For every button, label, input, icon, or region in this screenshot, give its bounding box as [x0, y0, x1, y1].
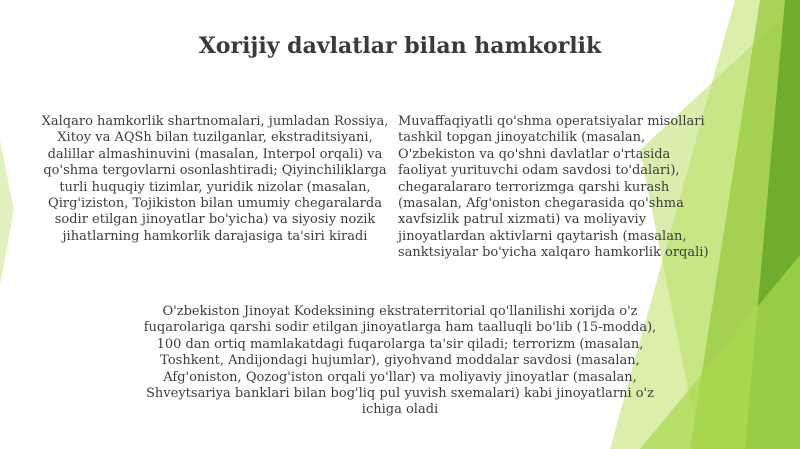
left-column-text: Xalqaro hamkorlik shartnomalari, jumladan Rossiya, Xitoy va AQSh bilan tuzilganlar, ekstraditsiyani, dalillar almashinuvini (masalan, Interpol orqali) va qo'shma tergovlarni osonlashtiradi; Qiyinchiliklarga turli huquqiy tizimlar, yuridik nizolar (masalan, Qirg'iziston, Tojikiston bilan umumiy chegaralarda sodir etilgan jinoyatlar bo'yicha) va siyosiy nozik jihatlarning hamkorlik darajasiga ta'siri kiradi [41, 114, 389, 244]
bottom-paragraph-text: O'zbekiston Jinoyat Kodeksining ekstraterritorial qo'llanilishi xorijda o'z fuqarolariga qarshi sodir etilgan jinoyatlarga ham taalluqli bo'lib (15-modda), 100 dan ortiq mamlakatdagi fuqarolarga ta'sir qiladi; terrorizm (masalan, Toshkent, Andijondagi hujumlar), giyohvand moddalar savdosi (masalan, Afg'oniston, Qozog'iston orqali yo'llar) va moliyaviy jinoyatlar (masalan, Shveytsariya banklari bilan bog'liq pul yuvish sxemalari) kabi jinoyatlarni o'z ichiga oladi [143, 304, 657, 418]
right-column-text: Muvaffaqiyatli qo'shma operatsiyalar misollari tashkil topgan jinoyatchilik (masalan, O'zbekiston va qo'shni davlatlar o'rtasida faoliyat yurituvchi odam savdosi to'dalari), chegaralararo terrorizmga qarshi kurash (masalan, Afg'oniston chegarasida qo'shma xavfsizlik patrul xizmati) va moliyaviy jinoyatlardan aktivlarni qaytarish (masalan, sanktsiyalar bo'yicha xalqaro hamkorlik orqali) [398, 114, 709, 261]
left-green-accent [0, 140, 14, 285]
slide-title: Xorijiy davlatlar bilan hamkorlik [198, 33, 602, 59]
